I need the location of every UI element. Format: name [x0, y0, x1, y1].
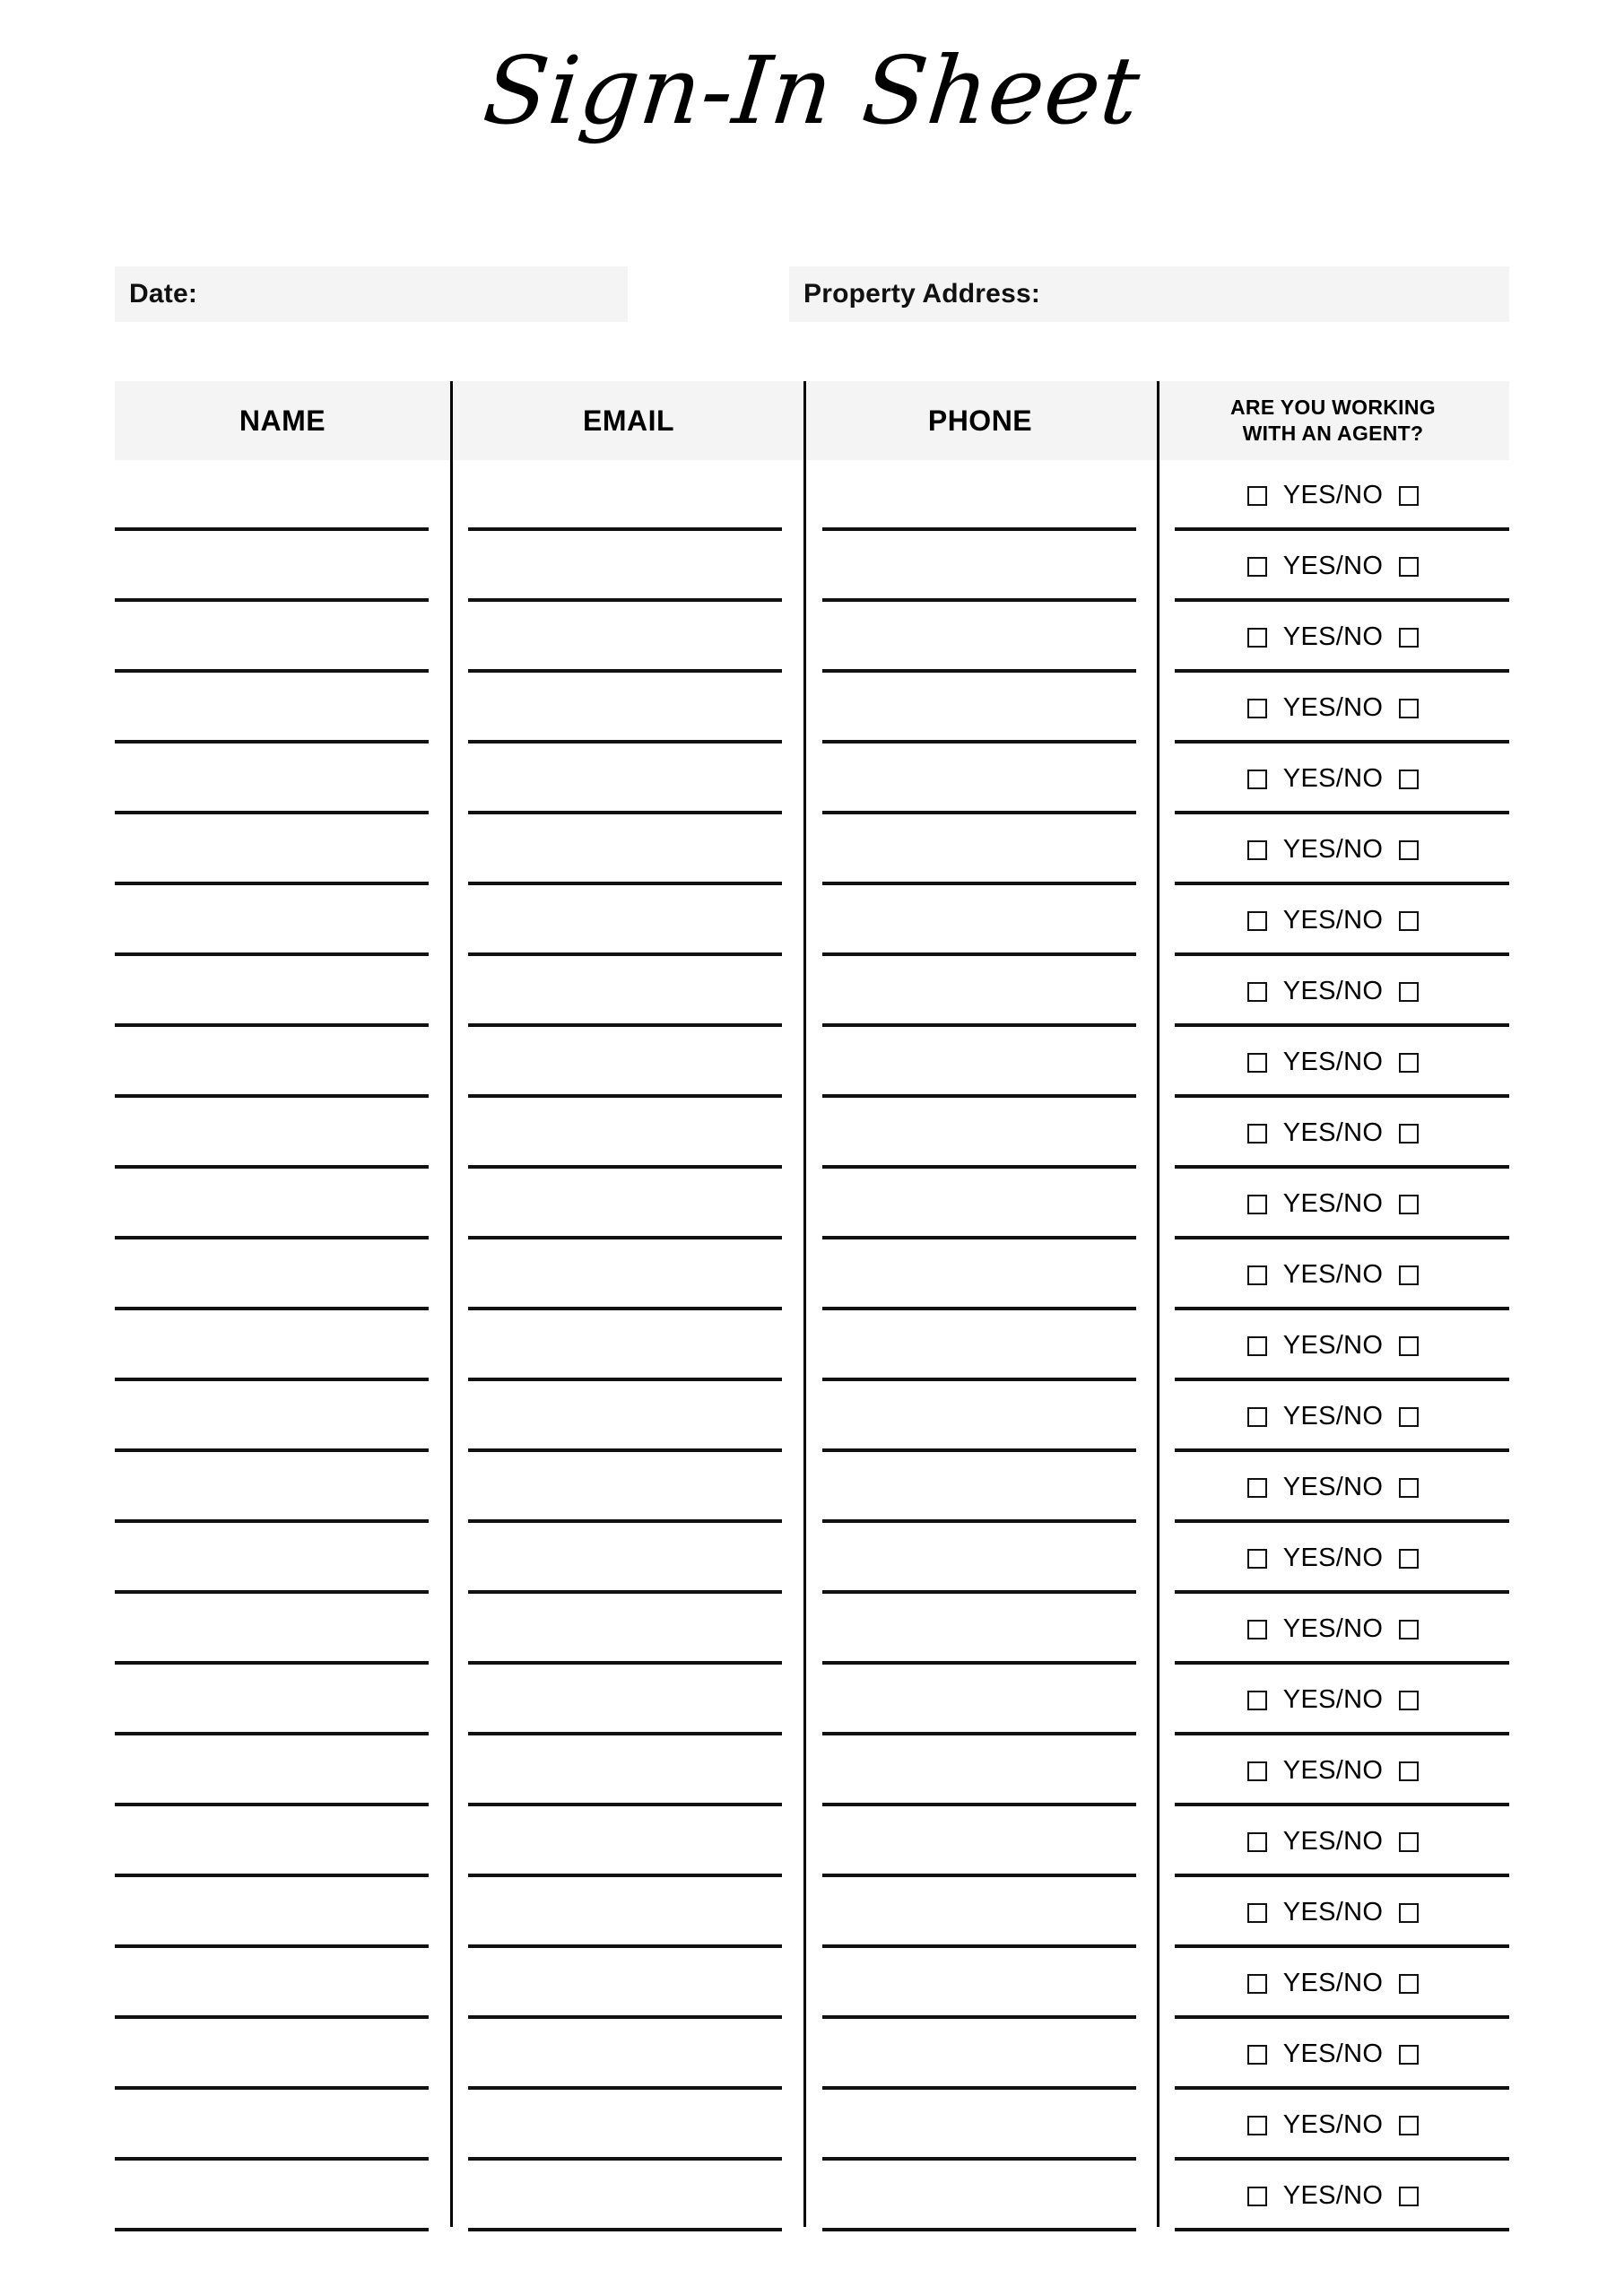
- table-row: [115, 531, 1509, 602]
- yes-no-label: YES/NO: [1282, 2039, 1384, 2068]
- date-field[interactable]: [115, 266, 628, 322]
- yes-no-label: YES/NO: [1282, 552, 1384, 580]
- no-checkbox[interactable]: [1399, 982, 1419, 1002]
- no-checkbox[interactable]: [1399, 1691, 1419, 1710]
- table-row: [115, 885, 1509, 956]
- table-rows: [115, 460, 1509, 2227]
- no-checkbox[interactable]: [1399, 840, 1419, 860]
- page-title: Sign-In Sheet: [478, 36, 1146, 145]
- agent-cell: [1157, 1310, 1509, 1381]
- no-checkbox[interactable]: [1399, 1549, 1419, 1569]
- agent-cell: [1157, 1523, 1509, 1594]
- yes-no-label: YES/NO: [1282, 1614, 1384, 1643]
- no-checkbox[interactable]: [1399, 1124, 1419, 1144]
- column-header-email: EMAIL: [582, 404, 675, 437]
- table-row: [115, 1735, 1509, 1806]
- table-row: [115, 1381, 1509, 1452]
- table-row: [115, 460, 1509, 531]
- yes-checkbox[interactable]: [1247, 1761, 1267, 1781]
- table-row: [115, 1948, 1509, 2019]
- agent-cell: [1157, 2090, 1509, 2161]
- yes-checkbox[interactable]: [1247, 1691, 1267, 1710]
- yes-no-label: YES/NO: [1282, 764, 1384, 793]
- table-row: [115, 1169, 1509, 1239]
- column-header-agent-line2: WITH AN AGENT?: [1242, 422, 1424, 445]
- table-row: [115, 956, 1509, 1027]
- yes-no-label: YES/NO: [1282, 1756, 1384, 1785]
- yes-no-label: YES/NO: [1282, 1189, 1384, 1218]
- phone-write-line[interactable]: [822, 2228, 1136, 2231]
- no-checkbox[interactable]: [1399, 1974, 1419, 1994]
- yes-no-label: YES/NO: [1282, 1473, 1384, 1501]
- column-header-agent: [1157, 381, 1509, 460]
- no-checkbox[interactable]: [1399, 628, 1419, 648]
- table-row: [115, 2161, 1509, 2231]
- property-address-label: Property Address:: [803, 279, 1041, 309]
- agent-cell: [1157, 1098, 1509, 1169]
- no-checkbox[interactable]: [1399, 1407, 1419, 1427]
- yes-checkbox[interactable]: [1247, 1832, 1267, 1852]
- agent-cell: [1157, 602, 1509, 673]
- yes-no-label: YES/NO: [1282, 1118, 1384, 1147]
- name-write-line[interactable]: [115, 2228, 429, 2231]
- yes-checkbox[interactable]: [1247, 557, 1267, 577]
- yes-no-label: YES/NO: [1282, 1402, 1384, 1431]
- table-row: [115, 1098, 1509, 1169]
- date-label: Date:: [129, 279, 198, 309]
- table-row: [115, 602, 1509, 673]
- yes-checkbox[interactable]: [1247, 2045, 1267, 2065]
- yes-checkbox[interactable]: [1247, 1336, 1267, 1356]
- agent-cell: [1157, 1665, 1509, 1735]
- table-row: [115, 2019, 1509, 2090]
- agent-cell: [1157, 885, 1509, 956]
- yes-checkbox[interactable]: [1247, 1620, 1267, 1639]
- agent-cell: [1157, 460, 1509, 531]
- yes-checkbox[interactable]: [1247, 1124, 1267, 1144]
- yes-no-label: YES/NO: [1282, 977, 1384, 1005]
- no-checkbox[interactable]: [1399, 2045, 1419, 2065]
- yes-checkbox[interactable]: [1247, 1195, 1267, 1214]
- table-row: [115, 1239, 1509, 1310]
- yes-no-label: YES/NO: [1282, 2181, 1384, 2210]
- yes-no-label: YES/NO: [1282, 1685, 1384, 1714]
- yes-no-label: YES/NO: [1282, 1827, 1384, 1856]
- agent-cell: [1157, 1948, 1509, 2019]
- yes-checkbox[interactable]: [1247, 1974, 1267, 1994]
- agent-cell: [1157, 1381, 1509, 1452]
- yes-no-label: YES/NO: [1282, 622, 1384, 651]
- yes-checkbox[interactable]: [1247, 1478, 1267, 1498]
- sign-in-table: [115, 381, 1509, 2227]
- yes-no-label: YES/NO: [1282, 693, 1384, 722]
- yes-checkbox[interactable]: [1247, 2116, 1267, 2135]
- yes-no-label: YES/NO: [1282, 481, 1384, 509]
- email-write-line[interactable]: [468, 2228, 782, 2231]
- table-row: [115, 2090, 1509, 2161]
- column-header-phone: PHONE: [927, 404, 1033, 437]
- agent-cell: [1157, 531, 1509, 602]
- column-header-name: NAME: [239, 404, 326, 437]
- yes-checkbox[interactable]: [1247, 2187, 1267, 2206]
- table-row: [115, 814, 1509, 885]
- yes-checkbox[interactable]: [1247, 770, 1267, 789]
- yes-checkbox[interactable]: [1247, 486, 1267, 506]
- table-row: [115, 1523, 1509, 1594]
- table-row: [115, 1665, 1509, 1735]
- yes-checkbox[interactable]: [1247, 1903, 1267, 1923]
- no-checkbox[interactable]: [1399, 1336, 1419, 1356]
- table-row: [115, 1877, 1509, 1948]
- table-row: [115, 673, 1509, 744]
- agent-cell: [1157, 814, 1509, 885]
- yes-checkbox[interactable]: [1247, 1053, 1267, 1073]
- table-row: [115, 1452, 1509, 1523]
- agent-cell: [1157, 1452, 1509, 1523]
- no-checkbox[interactable]: [1399, 1903, 1419, 1923]
- agent-cell: [1157, 1239, 1509, 1310]
- agent-cell: [1157, 673, 1509, 744]
- yes-no-label: YES/NO: [1282, 835, 1384, 864]
- no-checkbox[interactable]: [1399, 770, 1419, 789]
- agent-cell: [1157, 1806, 1509, 1877]
- no-checkbox[interactable]: [1399, 1761, 1419, 1781]
- table-row: [115, 744, 1509, 814]
- agent-cell: [1157, 1027, 1509, 1098]
- agent-cell: [1157, 1594, 1509, 1665]
- table-row: [115, 1806, 1509, 1877]
- yes-checkbox[interactable]: [1247, 911, 1267, 931]
- table-row: [115, 1027, 1509, 1098]
- no-checkbox[interactable]: [1399, 1195, 1419, 1214]
- yes-no-label: YES/NO: [1282, 1544, 1384, 1572]
- yes-no-label: YES/NO: [1282, 1260, 1384, 1289]
- no-checkbox[interactable]: [1399, 1053, 1419, 1073]
- no-checkbox[interactable]: [1399, 2187, 1419, 2206]
- no-checkbox[interactable]: [1399, 2116, 1419, 2135]
- table-row: [115, 1594, 1509, 1665]
- yes-no-label: YES/NO: [1282, 1898, 1384, 1926]
- no-checkbox[interactable]: [1399, 699, 1419, 718]
- yes-no-label: YES/NO: [1282, 1048, 1384, 1076]
- agent-cell: [1157, 956, 1509, 1027]
- no-checkbox[interactable]: [1399, 1478, 1419, 1498]
- yes-checkbox[interactable]: [1247, 1265, 1267, 1285]
- agent-cell: [1157, 744, 1509, 814]
- yes-no-label: YES/NO: [1282, 906, 1384, 935]
- yes-checkbox[interactable]: [1247, 1407, 1267, 1427]
- yes-checkbox[interactable]: [1247, 840, 1267, 860]
- table-row: [115, 1310, 1509, 1381]
- agent-cell: [1157, 2019, 1509, 2090]
- yes-no-label: YES/NO: [1282, 2110, 1384, 2139]
- no-checkbox[interactable]: [1399, 1265, 1419, 1285]
- yes-checkbox[interactable]: [1247, 982, 1267, 1002]
- no-checkbox[interactable]: [1399, 1620, 1419, 1639]
- column-header-agent-line1: ARE YOU WORKING: [1230, 396, 1436, 420]
- agent-cell: [1157, 1169, 1509, 1239]
- no-checkbox[interactable]: [1399, 486, 1419, 506]
- no-checkbox[interactable]: [1399, 557, 1419, 577]
- agent-cell: [1157, 2161, 1509, 2231]
- agent-cell: [1157, 1735, 1509, 1806]
- yes-no-label: YES/NO: [1282, 1331, 1384, 1360]
- no-checkbox[interactable]: [1399, 911, 1419, 931]
- agent-cell: [1157, 1877, 1509, 1948]
- no-checkbox[interactable]: [1399, 1832, 1419, 1852]
- yes-checkbox[interactable]: [1247, 699, 1267, 718]
- yes-no-label: YES/NO: [1282, 1969, 1384, 1997]
- property-address-field[interactable]: [789, 266, 1509, 322]
- yes-checkbox[interactable]: [1247, 1549, 1267, 1569]
- yes-checkbox[interactable]: [1247, 628, 1267, 648]
